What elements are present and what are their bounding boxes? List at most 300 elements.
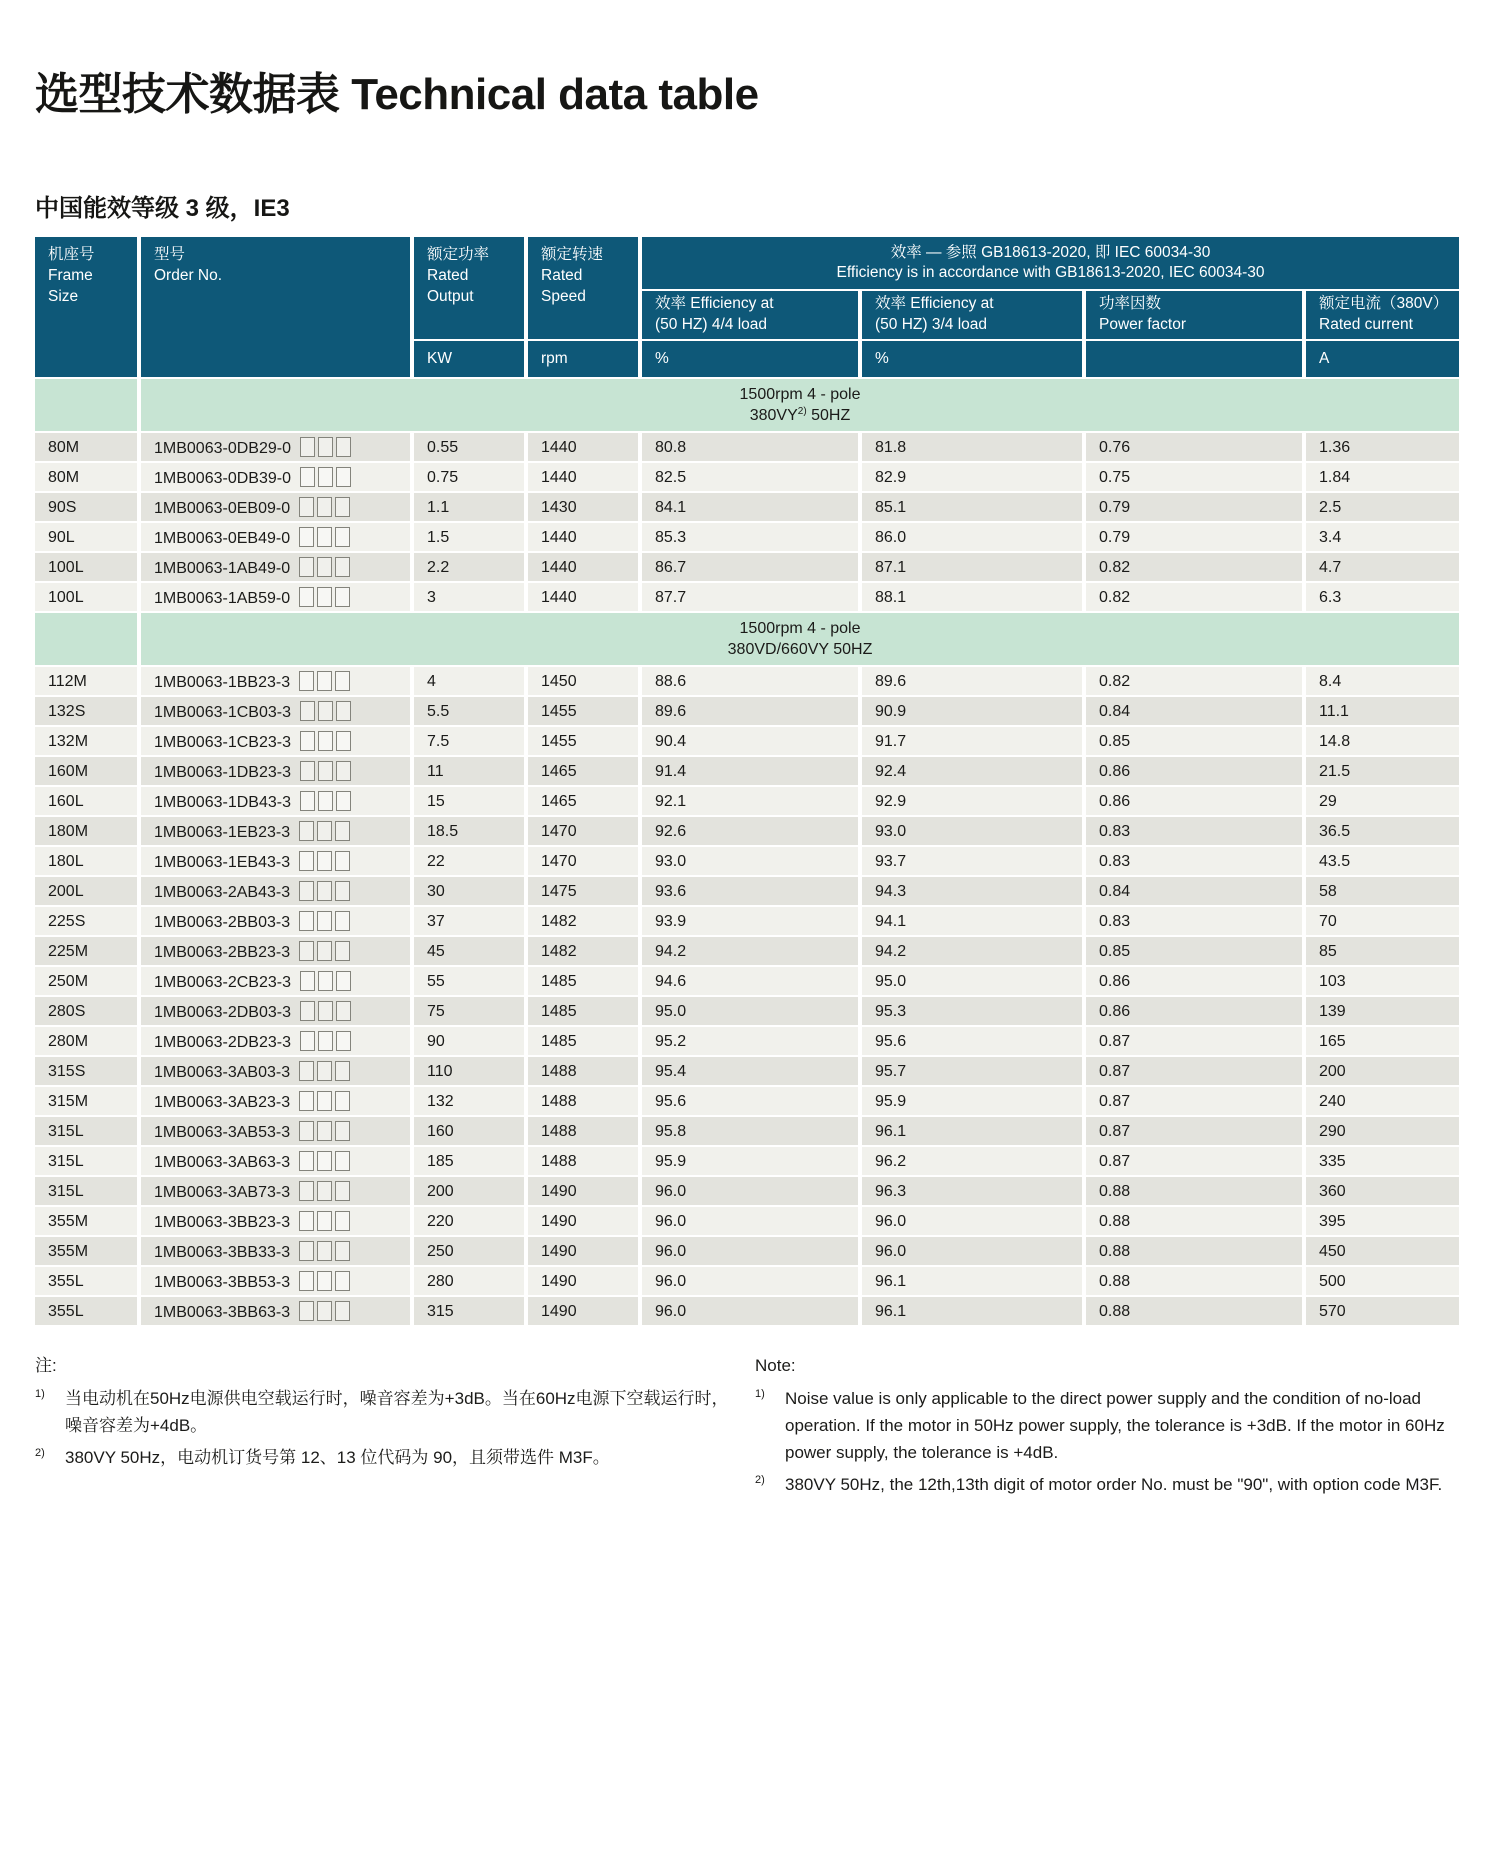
rated-output-cell: 5.5	[414, 697, 524, 725]
rated-speed-cell: 1490	[528, 1207, 638, 1235]
power-factor-cell: 0.82	[1086, 553, 1302, 581]
order-code-box	[317, 587, 332, 607]
table-row	[35, 1147, 1459, 1175]
order-code-box	[317, 1271, 332, 1291]
notes-cn-items	[35, 1381, 737, 1471]
order-code-box	[335, 1241, 350, 1261]
efficiency-34-cell: 96.3	[862, 1177, 1082, 1205]
rated-output-cell: 45	[414, 937, 524, 965]
rated-current-cell: 290	[1306, 1117, 1459, 1145]
order-code-box	[317, 851, 332, 871]
order-code-box	[299, 1241, 314, 1261]
order-no-cell: 1MB0063-0EB49-0	[141, 523, 410, 551]
technical-data-table	[31, 235, 1463, 1327]
efficiency-44-cell: 95.0	[642, 997, 858, 1025]
order-no-cell: 1MB0063-1EB43-3	[141, 847, 410, 875]
efficiency-34-cell: 96.1	[862, 1117, 1082, 1145]
order-code-box	[317, 1211, 332, 1231]
efficiency-44-cell: 93.9	[642, 907, 858, 935]
order-no-cell: 1MB0063-3BB23-3	[141, 1207, 410, 1235]
order-code-box	[335, 941, 350, 961]
table-row	[35, 847, 1459, 875]
efficiency-34-cell: 94.3	[862, 877, 1082, 905]
col-header-efficiency-banner: 效率 — 参照 GB18613-2020, 即 IEC 60034-30 Efficiency is in accordance with GB18613-2020, IEC 60034-30	[642, 237, 1459, 289]
power-factor-cell: 0.87	[1086, 1147, 1302, 1175]
efficiency-44-cell: 95.8	[642, 1117, 858, 1145]
rated-current-cell: 360	[1306, 1177, 1459, 1205]
rated-speed-cell: 1488	[528, 1117, 638, 1145]
order-code-box	[336, 731, 351, 751]
rated-output-cell: 3	[414, 583, 524, 611]
power-factor-cell: 0.88	[1086, 1237, 1302, 1265]
order-code-box	[299, 557, 314, 577]
table-row	[35, 727, 1459, 755]
order-code-box	[317, 527, 332, 547]
power-factor-cell: 0.84	[1086, 877, 1302, 905]
order-code-box	[299, 851, 314, 871]
efficiency-44-cell: 94.2	[642, 937, 858, 965]
table-row	[35, 1177, 1459, 1205]
efficiency-44-cell: 95.4	[642, 1057, 858, 1085]
order-code-box	[317, 557, 332, 577]
power-factor-cell: 0.88	[1086, 1297, 1302, 1325]
efficiency-44-cell: 96.0	[642, 1237, 858, 1265]
rated-current-cell: 6.3	[1306, 583, 1459, 611]
order-no-cell: 1MB0063-3AB53-3	[141, 1117, 410, 1145]
efficiency-44-cell: 80.8	[642, 433, 858, 461]
rated-speed-cell: 1475	[528, 877, 638, 905]
rated-speed-cell: 1440	[528, 583, 638, 611]
order-code-box	[335, 497, 350, 517]
rated-speed-cell: 1440	[528, 463, 638, 491]
rated-speed-cell: 1440	[528, 433, 638, 461]
rated-current-cell: 450	[1306, 1237, 1459, 1265]
col-header-efficiency-34: 效率 Efficiency at (50 HZ) 3/4 load	[862, 291, 1082, 339]
power-factor-cell: 0.87	[1086, 1057, 1302, 1085]
efficiency-44-cell: 84.1	[642, 493, 858, 521]
rated-current-cell: 8.4	[1306, 667, 1459, 695]
rated-output-cell: 2.2	[414, 553, 524, 581]
order-code-box	[335, 821, 350, 841]
efficiency-44-cell: 94.6	[642, 967, 858, 995]
rated-speed-cell: 1440	[528, 523, 638, 551]
rated-current-cell: 14.8	[1306, 727, 1459, 755]
power-factor-cell: 0.87	[1086, 1027, 1302, 1055]
table-row	[35, 787, 1459, 815]
page-subtitle: 中国能效等级 3 级，IE3	[35, 195, 290, 222]
efficiency-44-cell: 96.0	[642, 1207, 858, 1235]
section-band-row	[35, 379, 1459, 431]
efficiency-34-cell: 88.1	[862, 583, 1082, 611]
order-code-box	[300, 731, 315, 751]
order-code-box	[335, 881, 350, 901]
order-code-box	[318, 467, 333, 487]
order-code-box	[335, 1091, 350, 1111]
order-code-box	[335, 1121, 350, 1141]
frame-size-cell: 355M	[35, 1237, 137, 1265]
notes-chinese	[35, 1353, 737, 1499]
section-band-frame-cell	[35, 613, 137, 665]
table-row	[35, 1057, 1459, 1085]
efficiency-34-cell: 89.6	[862, 667, 1082, 695]
rated-current-cell: 1.84	[1306, 463, 1459, 491]
order-no-cell: 1MB0063-1DB23-3	[141, 757, 410, 785]
efficiency-34-cell: 96.0	[862, 1237, 1082, 1265]
order-code-box	[335, 527, 350, 547]
rated-current-cell: 70	[1306, 907, 1459, 935]
rated-current-cell: 395	[1306, 1207, 1459, 1235]
rated-speed-cell: 1430	[528, 493, 638, 521]
frame-size-cell: 180L	[35, 847, 137, 875]
order-code-box	[335, 911, 350, 931]
order-code-box	[317, 1061, 332, 1081]
order-code-box	[318, 971, 333, 991]
frame-size-cell: 80M	[35, 463, 137, 491]
table-row	[35, 553, 1459, 581]
order-code-box	[317, 881, 332, 901]
rated-output-cell: 0.75	[414, 463, 524, 491]
efficiency-34-cell: 85.1	[862, 493, 1082, 521]
col-header-rated-current: 额定电流（380V） Rated current	[1306, 291, 1459, 339]
note-item: 1) 当电动机在50Hz电源供电空载运行时，噪音容差为+3dB。当在60Hz电源下空载运行时，噪音容差为+4dB。	[35, 1381, 737, 1439]
order-code-box	[299, 1211, 314, 1231]
order-no-cell: 1MB0063-3AB63-3	[141, 1147, 410, 1175]
order-code-box	[335, 1271, 350, 1291]
unit-blank	[1086, 341, 1302, 377]
table-row	[35, 463, 1459, 491]
section-band-row	[35, 613, 1459, 665]
rated-output-cell: 18.5	[414, 817, 524, 845]
power-factor-cell: 0.85	[1086, 937, 1302, 965]
frame-size-cell: 100L	[35, 553, 137, 581]
table-row	[35, 877, 1459, 905]
order-code-box	[317, 497, 332, 517]
order-no-cell: 1MB0063-2AB43-3	[141, 877, 410, 905]
frame-size-cell: 355L	[35, 1267, 137, 1295]
efficiency-34-cell: 86.0	[862, 523, 1082, 551]
power-factor-cell: 0.87	[1086, 1117, 1302, 1145]
order-no-cell: 1MB0063-2CB23-3	[141, 967, 410, 995]
order-no-cell: 1MB0063-1BB23-3	[141, 667, 410, 695]
rated-current-cell: 103	[1306, 967, 1459, 995]
order-code-box	[299, 821, 314, 841]
efficiency-44-cell: 92.6	[642, 817, 858, 845]
order-code-box	[335, 1211, 350, 1231]
efficiency-34-cell: 82.9	[862, 463, 1082, 491]
table-row	[35, 997, 1459, 1025]
rated-speed-cell: 1440	[528, 553, 638, 581]
rated-output-cell: 185	[414, 1147, 524, 1175]
order-code-box	[300, 791, 315, 811]
rated-output-cell: 132	[414, 1087, 524, 1115]
rated-output-cell: 0.55	[414, 433, 524, 461]
power-factor-cell: 0.75	[1086, 463, 1302, 491]
power-factor-cell: 0.83	[1086, 907, 1302, 935]
order-code-box	[317, 1091, 332, 1111]
frame-size-cell: 315S	[35, 1057, 137, 1085]
rated-speed-cell: 1450	[528, 667, 638, 695]
order-no-cell: 1MB0063-2BB23-3	[141, 937, 410, 965]
power-factor-cell: 0.86	[1086, 997, 1302, 1025]
order-code-box	[300, 467, 315, 487]
order-no-cell: 1MB0063-2BB03-3	[141, 907, 410, 935]
rated-speed-cell: 1490	[528, 1177, 638, 1205]
frame-size-cell: 180M	[35, 817, 137, 845]
note-item: 2) 380VY 50Hz, the 12th,13th digit of motor order No. must be "90", with option code M3F.	[755, 1467, 1467, 1498]
efficiency-34-cell: 93.7	[862, 847, 1082, 875]
order-code-box	[317, 941, 332, 961]
frame-size-cell: 355L	[35, 1297, 137, 1325]
rated-output-cell: 55	[414, 967, 524, 995]
table-header	[35, 237, 1459, 377]
frame-size-cell: 132S	[35, 697, 137, 725]
power-factor-cell: 0.87	[1086, 1087, 1302, 1115]
rated-speed-cell: 1482	[528, 937, 638, 965]
frame-size-cell: 225S	[35, 907, 137, 935]
rated-output-cell: 200	[414, 1177, 524, 1205]
rated-output-cell: 250	[414, 1237, 524, 1265]
rated-output-cell: 15	[414, 787, 524, 815]
rated-current-cell: 36.5	[1306, 817, 1459, 845]
section-rows-2	[35, 667, 1459, 1325]
rated-output-cell: 11	[414, 757, 524, 785]
rated-current-cell: 2.5	[1306, 493, 1459, 521]
frame-size-cell: 160L	[35, 787, 137, 815]
efficiency-34-cell: 93.0	[862, 817, 1082, 845]
efficiency-44-cell: 87.7	[642, 583, 858, 611]
rated-current-cell: 165	[1306, 1027, 1459, 1055]
rated-output-cell: 280	[414, 1267, 524, 1295]
order-code-box	[336, 761, 351, 781]
order-code-box	[299, 671, 314, 691]
order-code-box	[317, 1301, 332, 1321]
efficiency-44-cell: 95.6	[642, 1087, 858, 1115]
table-row	[35, 667, 1459, 695]
efficiency-44-cell: 93.0	[642, 847, 858, 875]
order-code-box	[336, 791, 351, 811]
order-code-box	[300, 1031, 315, 1051]
efficiency-44-cell: 95.9	[642, 1147, 858, 1175]
frame-size-cell: 315L	[35, 1117, 137, 1145]
order-code-box	[336, 467, 351, 487]
power-factor-cell: 0.88	[1086, 1207, 1302, 1235]
order-no-cell: 1MB0063-2DB23-3	[141, 1027, 410, 1055]
rated-output-cell: 1.5	[414, 523, 524, 551]
efficiency-34-cell: 95.3	[862, 997, 1082, 1025]
efficiency-34-cell: 95.7	[862, 1057, 1082, 1085]
efficiency-44-cell: 88.6	[642, 667, 858, 695]
table-row	[35, 523, 1459, 551]
order-code-box	[336, 1001, 351, 1021]
order-code-box	[318, 437, 333, 457]
order-no-cell: 1MB0063-3AB03-3	[141, 1057, 410, 1085]
rated-speed-cell: 1455	[528, 727, 638, 755]
rated-speed-cell: 1470	[528, 847, 638, 875]
order-no-cell: 1MB0063-1DB43-3	[141, 787, 410, 815]
power-factor-cell: 0.82	[1086, 583, 1302, 611]
rated-output-cell: 220	[414, 1207, 524, 1235]
order-code-box	[299, 911, 314, 931]
order-code-box	[299, 881, 314, 901]
order-code-box	[317, 1181, 332, 1201]
section-band-frame-cell	[35, 379, 137, 431]
rated-speed-cell: 1485	[528, 1027, 638, 1055]
table-row	[35, 1087, 1459, 1115]
efficiency-34-cell: 95.9	[862, 1087, 1082, 1115]
table-row	[35, 817, 1459, 845]
table-row	[35, 1117, 1459, 1145]
efficiency-34-cell: 96.0	[862, 1207, 1082, 1235]
order-code-box	[299, 1061, 314, 1081]
table-row	[35, 697, 1459, 725]
efficiency-44-cell: 95.2	[642, 1027, 858, 1055]
efficiency-34-cell: 91.7	[862, 727, 1082, 755]
rated-speed-cell: 1490	[528, 1267, 638, 1295]
unit-percent-34: %	[862, 341, 1082, 377]
rated-speed-cell: 1488	[528, 1087, 638, 1115]
rated-speed-cell: 1490	[528, 1237, 638, 1265]
frame-size-cell: 132M	[35, 727, 137, 755]
note-item: 1) Noise value is only applicable to the direct power supply and the condition of no-load operation. If the motor in 50Hz power supply, the tolerance is +3dB. If the motor in 60Hz power supply, the tolerance is +4dB.	[755, 1381, 1467, 1466]
order-code-box	[336, 1031, 351, 1051]
notes-section	[35, 1353, 1467, 1499]
power-factor-cell: 0.88	[1086, 1267, 1302, 1295]
order-no-cell: 1MB0063-1AB49-0	[141, 553, 410, 581]
efficiency-34-cell: 90.9	[862, 697, 1082, 725]
rated-speed-cell: 1465	[528, 787, 638, 815]
section-band-2	[35, 613, 1459, 665]
rated-output-cell: 75	[414, 997, 524, 1025]
efficiency-44-cell: 93.6	[642, 877, 858, 905]
frame-size-cell: 90S	[35, 493, 137, 521]
rated-output-cell: 315	[414, 1297, 524, 1325]
rated-output-cell: 160	[414, 1117, 524, 1145]
order-code-box	[300, 437, 315, 457]
order-no-cell: 1MB0063-0DB39-0	[141, 463, 410, 491]
rated-output-cell: 22	[414, 847, 524, 875]
order-no-cell: 1MB0063-3BB33-3	[141, 1237, 410, 1265]
power-factor-cell: 0.83	[1086, 847, 1302, 875]
efficiency-44-cell: 96.0	[642, 1267, 858, 1295]
order-code-box	[299, 497, 314, 517]
order-code-box	[317, 1241, 332, 1261]
order-no-cell: 1MB0063-1CB03-3	[141, 697, 410, 725]
rated-speed-cell: 1482	[528, 907, 638, 935]
order-code-box	[336, 701, 351, 721]
efficiency-34-cell: 96.1	[862, 1267, 1082, 1295]
section-band-label: 1500rpm 4 - pole 380VY$^{2)}$ 50HZ	[141, 379, 1459, 431]
frame-size-cell: 250M	[35, 967, 137, 995]
note-marker: 1)	[35, 1388, 45, 1400]
order-code-box	[300, 971, 315, 991]
power-factor-cell: 0.79	[1086, 493, 1302, 521]
unit-rpm: rpm	[528, 341, 638, 377]
rated-current-cell: 4.7	[1306, 553, 1459, 581]
frame-size-cell: 315M	[35, 1087, 137, 1115]
notes-en-items	[755, 1381, 1467, 1498]
order-code-box	[318, 791, 333, 811]
frame-size-cell: 280S	[35, 997, 137, 1025]
col-header-frame-size: 机座号 Frame Size	[35, 237, 137, 377]
frame-size-cell: 100L	[35, 583, 137, 611]
rated-speed-cell: 1488	[528, 1057, 638, 1085]
table-row	[35, 1267, 1459, 1295]
order-code-box	[318, 701, 333, 721]
frame-size-cell: 112M	[35, 667, 137, 695]
table-row	[35, 433, 1459, 461]
order-code-box	[335, 587, 350, 607]
efficiency-44-cell: 82.5	[642, 463, 858, 491]
order-code-box	[335, 851, 350, 871]
notes-cn-heading: 注:	[35, 1356, 57, 1375]
order-code-box	[318, 1031, 333, 1051]
rated-speed-cell: 1485	[528, 967, 638, 995]
rated-current-cell: 85	[1306, 937, 1459, 965]
note-marker: 2)	[755, 1474, 765, 1486]
rated-current-cell: 200	[1306, 1057, 1459, 1085]
power-factor-cell: 0.82	[1086, 667, 1302, 695]
order-code-box	[300, 701, 315, 721]
frame-size-cell: 315L	[35, 1147, 137, 1175]
order-code-box	[336, 437, 351, 457]
rated-current-cell: 570	[1306, 1297, 1459, 1325]
col-header-power-factor: 功率因数 Power factor	[1086, 291, 1302, 339]
frame-size-cell: 280M	[35, 1027, 137, 1055]
table-row	[35, 757, 1459, 785]
power-factor-cell: 0.79	[1086, 523, 1302, 551]
frame-size-cell: 90L	[35, 523, 137, 551]
efficiency-44-cell: 90.4	[642, 727, 858, 755]
power-factor-cell: 0.86	[1086, 757, 1302, 785]
rated-current-cell: 240	[1306, 1087, 1459, 1115]
order-code-box	[317, 821, 332, 841]
order-no-cell: 1MB0063-3AB73-3	[141, 1177, 410, 1205]
rated-current-cell: 58	[1306, 877, 1459, 905]
rated-speed-cell: 1465	[528, 757, 638, 785]
rated-output-cell: 37	[414, 907, 524, 935]
order-code-box	[317, 1151, 332, 1171]
rated-current-cell: 11.1	[1306, 697, 1459, 725]
power-factor-cell: 0.86	[1086, 967, 1302, 995]
frame-size-cell: 80M	[35, 433, 137, 461]
rated-current-cell: 335	[1306, 1147, 1459, 1175]
unit-percent-44: %	[642, 341, 858, 377]
col-header-order-no: 型号 Order No.	[141, 237, 410, 377]
order-code-box	[299, 587, 314, 607]
order-code-box	[318, 761, 333, 781]
order-code-box	[335, 671, 350, 691]
order-code-box	[317, 671, 332, 691]
col-header-rated-speed: 额定转速 Rated Speed	[528, 237, 638, 339]
power-factor-cell: 0.85	[1086, 727, 1302, 755]
order-code-box	[300, 761, 315, 781]
order-code-box	[318, 731, 333, 751]
order-code-box	[299, 1301, 314, 1321]
col-header-efficiency-44: 效率 Efficiency at (50 HZ) 4/4 load	[642, 291, 858, 339]
order-code-box	[299, 527, 314, 547]
rated-current-cell: 29	[1306, 787, 1459, 815]
order-no-cell: 1MB0063-1CB23-3	[141, 727, 410, 755]
frame-size-cell: 355M	[35, 1207, 137, 1235]
efficiency-34-cell: 95.6	[862, 1027, 1082, 1055]
power-factor-cell: 0.86	[1086, 787, 1302, 815]
rated-speed-cell: 1470	[528, 817, 638, 845]
order-code-box	[299, 1091, 314, 1111]
rated-current-cell: 1.36	[1306, 433, 1459, 461]
power-factor-cell: 0.76	[1086, 433, 1302, 461]
order-code-box	[299, 941, 314, 961]
order-code-box	[317, 911, 332, 931]
